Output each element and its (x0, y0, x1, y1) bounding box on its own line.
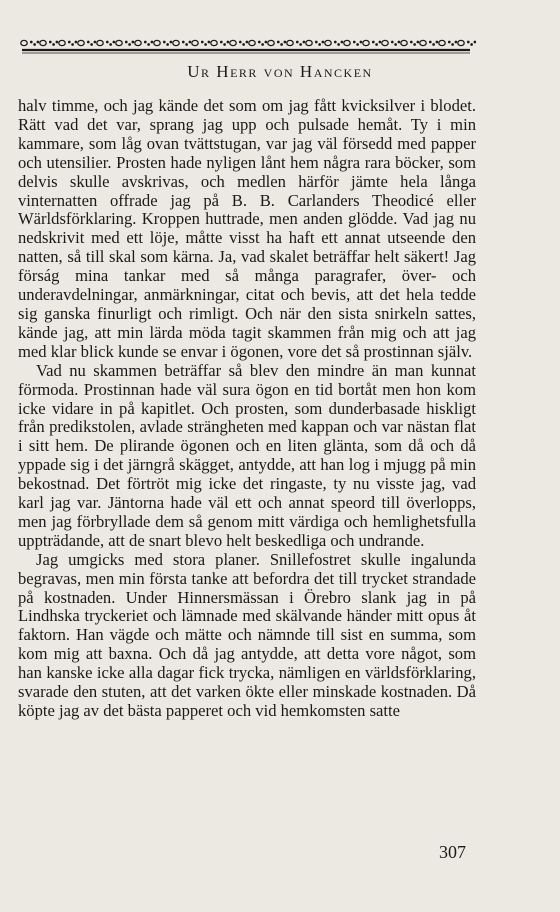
page-number: 307 (439, 842, 466, 862)
paragraph: Jag umgicks med stora planer. Snillefostret skulle ingalunda begravas, men min första tanke att befordra det till trycket strandade på kostnaden. Under Hinnersmässan i Örebro slank jag in på Lindhska tryckeriet och lämnade med skälvande händer mitt opus åt faktorn. Han vägde och mätte och nämnde till sist en summa, som kom mig att baxna. Och då jag antydde, att detta vore något, som han kanske icke alla dagar fick trycka, nämligen en världsförklaring, svarade den stuten, att det varken ökte eller minskade kostnaden. Då köpte jag av det bästa papperet och vid hemkomsten satte (18, 549, 476, 720)
body-text (18, 97, 476, 721)
header-ornament (16, 24, 476, 66)
paragraph: Vad nu skammen beträffar så blev den mindre än man kunnat förmoda. Prostinnan hade väl sura ögon en tid bortåt men hon kom icke vidare in på kapitlet. Och prosten, som dunderbasade hiskligt från predikstolen, avlade strängheten med kappan och var nästan flat i sitt hem. De plirande ögonen och en liten glänta, som då och då yppade sig i det järngrå skägget, antydde, att han log i mjugg på min bekostnad. Det förtröt mig icke det ringaste, ty nu visste jag, vad karl jag var. Jäntorna hade väl ett och annat speord till överlopps, men jag förbryllade dem så genom mitt värdiga och hemlighetsfulla uppträdande, att de snart blevo helt beskedliga och undrande. (18, 360, 476, 550)
running-head: Ur Herr von Hancken (187, 62, 373, 81)
paragraph: halv timme, och jag kände det som om jag fått kvicksilver i blodet. Rätt vad det var, sprang jag upp och pulsade hemåt. Ty i min kammare, som låg ovan tvättstugan, var jag väl försedd med papper och utensilier. Prosten hade nyligen lånt hem några rara böcker, som delvis skulle avskrivas, och medlen härför jämte hela långa vinternatten offrade jag på B. B. Carlanders Theodicé eller Wärldsförklaring. Kroppen huttrade, men anden glödde. Vad jag nu nedskrivit med ett löje, måtte visst ha haft ett annat utseende den natten, så till skal som kärna. Ja, vad skalet beträffar helt säkert! Jag förság mina tankar med så många paragrafer, över- och underavdelningar, anmärkningar, citat och bevis, att det hela tedde sig ganska finurligt och rimligt. Och när den sista snirkeln sattes, kände jag, att min lärda möda tagit skammen från mig och att jag med klar blick kunde se envar i ögonen, vore det så prostinnan själv. (18, 96, 476, 361)
